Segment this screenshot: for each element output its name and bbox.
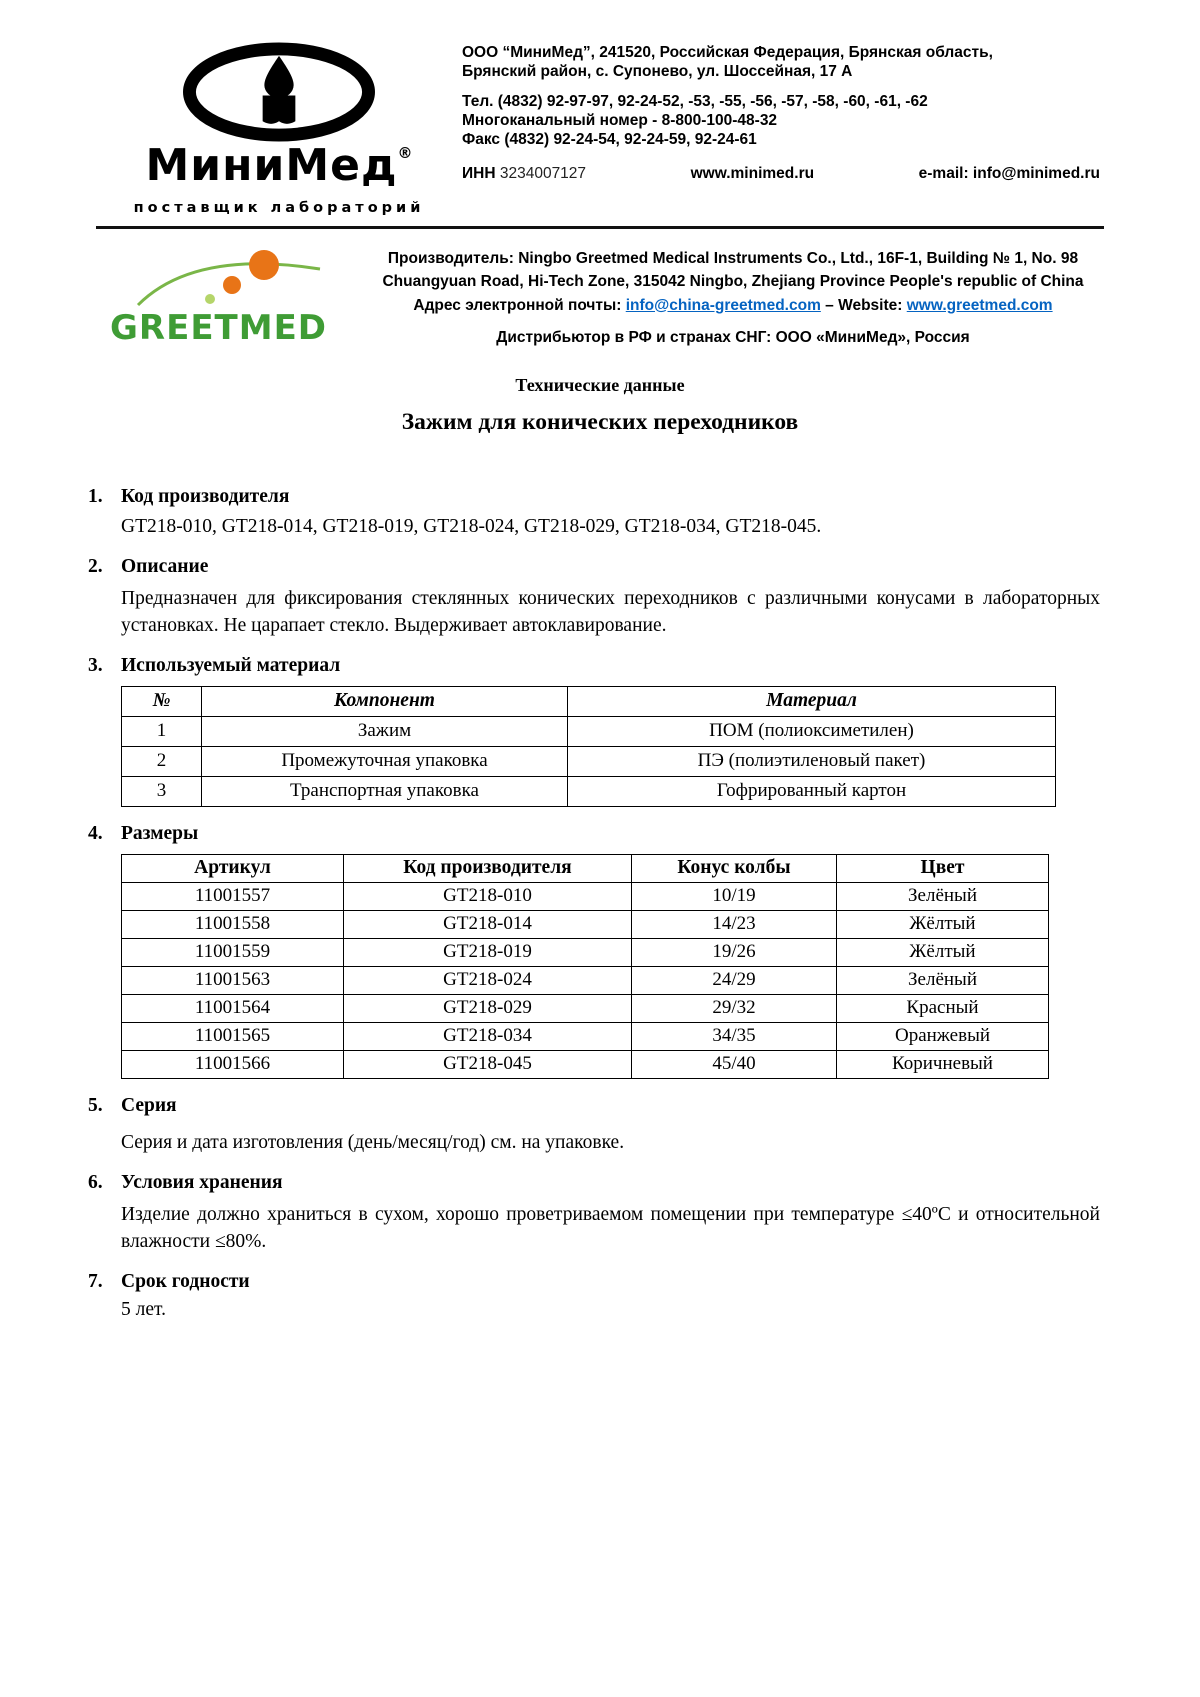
table-cell: Оранжевый xyxy=(837,1022,1049,1050)
inn-value: 3234007127 xyxy=(499,164,587,182)
section-title: Срок годности xyxy=(121,1270,250,1292)
table-cell: 3 xyxy=(122,776,202,806)
section-body: Серия и дата изготовления (день/месяц/год) см. на упаковке. xyxy=(121,1131,625,1153)
table-cell: Промежуточная упаковка xyxy=(202,746,568,776)
table-cell: Зажим xyxy=(202,716,568,746)
table-cell: ПОМ (полиоксиметилен) xyxy=(568,716,1056,746)
section-description xyxy=(0,556,1200,639)
address-line-1: ООО “МиниМед”, 241520, Российская Федерация, Брянская область, xyxy=(462,44,993,61)
section-title: Код производителя xyxy=(121,486,290,507)
multichannel-line: Многоканальный номер - 8-800-100-48-32 xyxy=(462,111,778,129)
fax-line: Факс (4832) 92-24-54, 92-24-59, 92-24-61 xyxy=(462,130,757,148)
section-title: Описание xyxy=(121,556,209,578)
material-table xyxy=(121,686,1056,807)
section-title: Размеры xyxy=(121,822,199,844)
section-shelf-life xyxy=(0,1271,1200,1323)
minimed-email xyxy=(919,165,1100,184)
table-cell: GT218-024 xyxy=(344,966,632,994)
minimed-website: www.minimed.ru xyxy=(690,164,815,182)
column-header: Код производителя xyxy=(344,854,632,882)
address-block xyxy=(462,44,1104,82)
table-cell: GT218-014 xyxy=(344,910,632,938)
table-row xyxy=(122,776,1056,806)
section-body: GT218-010, GT218-014, GT218-019, GT218-024, GT218-029, GT218-034, GT218-045. xyxy=(121,516,822,537)
table-cell: 11001565 xyxy=(122,1022,344,1050)
table-cell: 19/26 xyxy=(632,938,837,966)
table-cell: ПЭ (полиэтиленовый пакет) xyxy=(568,746,1056,776)
phone-line: Тел. (4832) 92-97-97, 92-24-52, -53, -55, -56, -57, -58, -60, -61, -62 xyxy=(462,92,928,110)
table-cell: GT218-034 xyxy=(344,1022,632,1050)
greetmed-dots-icon xyxy=(124,243,344,309)
section-storage xyxy=(0,1172,1200,1255)
column-header: Цвет xyxy=(837,854,1049,882)
section-title: Условия хранения xyxy=(121,1172,283,1194)
contact-block xyxy=(462,40,1104,216)
table-cell: 10/19 xyxy=(632,882,837,910)
minimed-header xyxy=(0,0,1200,216)
manufacturer-line-1: Производитель: Ningbo Greetmed Medical Instruments Co., Ltd., 16F-1, Building № 1, No. 98 xyxy=(387,250,1079,267)
distributor-line: Дистрибьютор в РФ и странах СНГ: ООО «МиниМед», Россия xyxy=(496,328,970,346)
section-title: Серия xyxy=(121,1094,177,1116)
brand-line xyxy=(96,140,462,191)
product-title: Зажим для конических переходников xyxy=(401,409,799,435)
section-sizes xyxy=(0,823,1200,1079)
section-body: Изделие должно храниться в сухом, хорошо проветриваемом помещении при температуре ≤40ºС и относительной влажности ≤80%. xyxy=(121,1204,1100,1252)
column-header: Материал xyxy=(568,686,1056,716)
section-heading xyxy=(0,655,1200,677)
section-heading xyxy=(0,823,1200,845)
section-number: 1. xyxy=(88,486,103,507)
table-cell: 34/35 xyxy=(632,1022,837,1050)
section-series xyxy=(0,1095,1200,1156)
section-body: Предназначен для фиксирования стеклянных конических переходников с различными конусами в лабораторных установках. Не царапает стекло. Выдерживает автоклавирование. xyxy=(121,588,1100,636)
section-body: 5 лет. xyxy=(121,1298,166,1320)
column-header: Конус колбы xyxy=(632,854,837,882)
table-cell: GT218-029 xyxy=(344,994,632,1022)
table-cell: 24/29 xyxy=(632,966,837,994)
manufacturer-email-link[interactable]: info@china-greetmed.com xyxy=(625,296,821,314)
phones-block xyxy=(462,93,1104,150)
table-cell: 45/40 xyxy=(632,1050,837,1078)
table-cell: 11001564 xyxy=(122,994,344,1022)
section-heading xyxy=(0,1172,1200,1194)
section-heading xyxy=(0,1271,1200,1293)
table-row xyxy=(122,966,1049,994)
table-cell: Красный xyxy=(837,994,1049,1022)
table-cell: 11001559 xyxy=(122,938,344,966)
table-cell: Транспортная упаковка xyxy=(202,776,568,806)
table-cell: GT218-019 xyxy=(344,938,632,966)
section-heading xyxy=(0,486,1200,508)
table-cell: 11001563 xyxy=(122,966,344,994)
table-cell: 1 xyxy=(122,716,202,746)
section-manufacturer-code xyxy=(0,486,1200,540)
manufacturer-email-label: Адрес электронной почты: xyxy=(413,296,622,314)
inn-label: ИНН xyxy=(462,164,496,182)
table-row xyxy=(122,1022,1049,1050)
section-number: 4. xyxy=(88,822,103,844)
registered-mark-icon: ® xyxy=(397,144,413,162)
table-cell: 11001566 xyxy=(122,1050,344,1078)
column-header: № xyxy=(122,686,202,716)
table-cell: 29/32 xyxy=(632,994,837,1022)
candle-logo-icon xyxy=(180,42,378,142)
table-cell: Жёлтый xyxy=(837,938,1049,966)
section-material xyxy=(0,655,1200,807)
table-row xyxy=(122,882,1049,910)
table-cell: GT218-045 xyxy=(344,1050,632,1078)
document-title: Технические данные xyxy=(515,375,685,395)
manufacturer-header xyxy=(0,229,1200,349)
section-number: 5. xyxy=(88,1094,103,1116)
section-number: 3. xyxy=(88,654,103,676)
table-cell: 14/23 xyxy=(632,910,837,938)
table-cell: 2 xyxy=(122,746,202,776)
table-row xyxy=(122,716,1056,746)
table-header-row xyxy=(122,854,1049,882)
section-heading xyxy=(0,556,1200,578)
table-row xyxy=(122,938,1049,966)
table-cell: 11001557 xyxy=(122,882,344,910)
section-title: Используемый материал xyxy=(121,654,341,676)
section-number: 7. xyxy=(88,1270,103,1292)
manufacturer-website-link[interactable]: www.greetmed.com xyxy=(906,296,1053,314)
table-row xyxy=(122,994,1049,1022)
size-table xyxy=(121,854,1049,1079)
email-label: e-mail: xyxy=(918,164,969,182)
table-cell: Жёлтый xyxy=(837,910,1049,938)
section-heading xyxy=(0,1095,1200,1117)
column-header: Артикул xyxy=(122,854,344,882)
table-cell: Гофрированный картон xyxy=(568,776,1056,806)
column-header: Компонент xyxy=(202,686,568,716)
table-header-row xyxy=(122,686,1056,716)
inn-line xyxy=(462,165,1104,184)
manufacturer-info xyxy=(362,243,1104,349)
inn xyxy=(462,165,586,184)
manufacturer-links-line xyxy=(362,294,1104,317)
section-number: 2. xyxy=(88,556,103,578)
website-label: – Website: xyxy=(825,296,903,314)
table-row xyxy=(122,746,1056,776)
greetmed-logo xyxy=(110,243,362,349)
brand-name: МиниМед xyxy=(145,140,398,191)
minimed-logo xyxy=(96,40,462,216)
table-cell: Зелёный xyxy=(837,966,1049,994)
table-row xyxy=(122,910,1049,938)
manufacturer-line-2: Chuangyuan Road, Hi-Tech Zone, 315042 Ningbo, Zhejiang Province People's republic of China xyxy=(382,273,1084,291)
table-row xyxy=(122,1050,1049,1078)
table-cell: Коричневый xyxy=(837,1050,1049,1078)
table-cell: GT218-010 xyxy=(344,882,632,910)
address-line-2: Брянский район, с. Супонево, ул. Шоссейная, 17 А xyxy=(462,62,853,80)
table-cell: 11001558 xyxy=(122,910,344,938)
section-number: 6. xyxy=(88,1172,103,1194)
table-cell: Зелёный xyxy=(837,882,1049,910)
email-value: info@minimed.ru xyxy=(972,164,1100,182)
brand-tagline: поставщик лабораторий xyxy=(133,200,425,216)
greetmed-wordmark: GREETMED xyxy=(110,308,328,348)
